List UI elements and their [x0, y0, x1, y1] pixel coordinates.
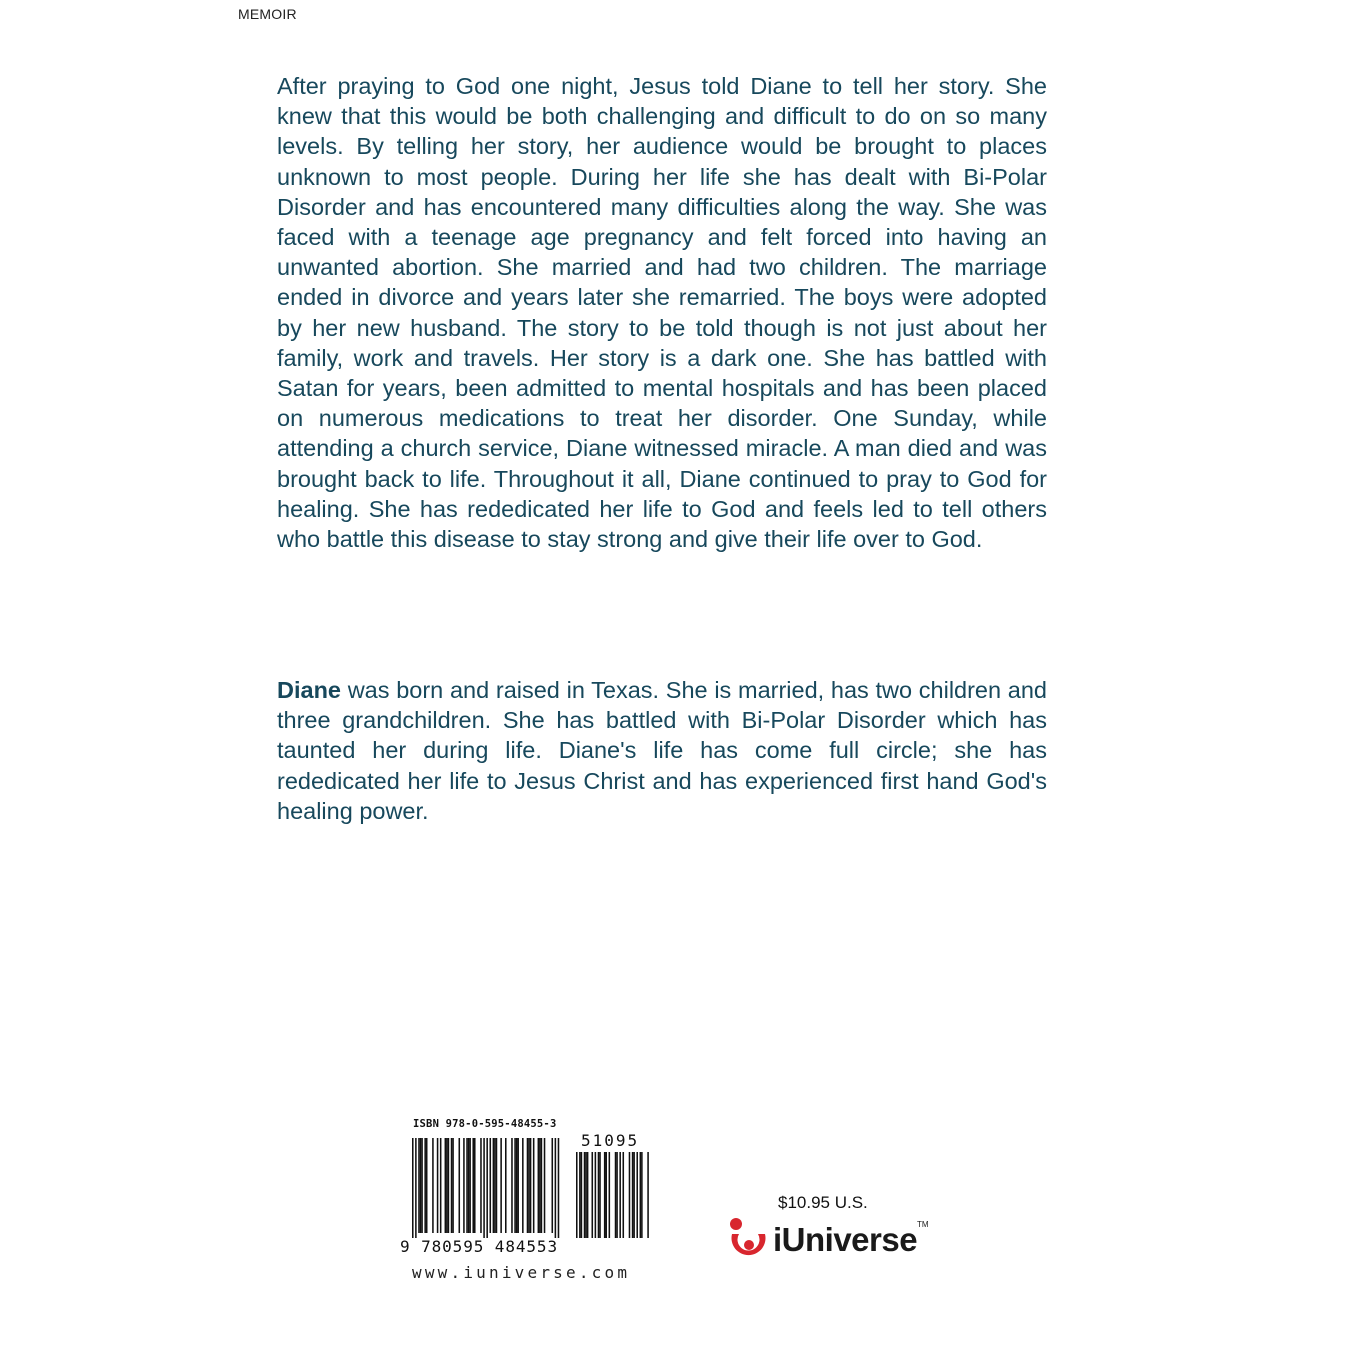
barcode-bar: [424, 1138, 426, 1233]
barcode-bar: [493, 1138, 495, 1233]
barcode-bar: [511, 1138, 513, 1233]
addon-barcode-bar: [632, 1152, 634, 1238]
barcode-bar: [552, 1138, 554, 1233]
barcode-bar: [490, 1138, 492, 1233]
ean-digits: 9 780595 484553: [400, 1237, 558, 1256]
addon-barcode-bar: [587, 1152, 589, 1238]
barcode-bar: [544, 1138, 546, 1233]
barcode-bar: [539, 1138, 541, 1233]
price-label: $10.95 U.S.: [778, 1193, 868, 1212]
category-label: MEMOIR: [238, 6, 297, 22]
trademark-mark: TM: [917, 1220, 929, 1229]
barcode-bar: [440, 1138, 442, 1233]
barcode-bar: [541, 1138, 543, 1233]
addon-barcode-bar: [604, 1152, 606, 1238]
barcode-bar: [426, 1138, 428, 1233]
addon-barcode-bar: [579, 1152, 581, 1238]
barcode-bar: [432, 1138, 434, 1233]
addon-barcode-bar: [647, 1152, 649, 1238]
barcode-bar: [437, 1138, 439, 1233]
barcode-bar: [500, 1138, 502, 1233]
addon-barcode-bar: [636, 1152, 638, 1238]
barcode-bar: [530, 1138, 532, 1233]
barcode-bar: [415, 1138, 417, 1238]
barcode-bar: [421, 1138, 423, 1233]
addon-barcode-bar: [640, 1152, 642, 1238]
author-bio-text: was born and raised in Texas. She is married, has two children and three grandchildren. She has battled with Bi-Polar Disorder which has taunted her during life. Diane's life has come full circle; she has rededicated her life to Jesus Christ and has experienced first hand God's healing power.: [277, 677, 1047, 824]
addon-barcode-bar: [633, 1152, 635, 1238]
addon-barcode-bar: [623, 1152, 625, 1238]
publisher-logo: [727, 1214, 947, 1266]
addon-barcode-bar: [584, 1152, 586, 1238]
addon-barcode-bar: [595, 1152, 597, 1238]
addon-barcode-bar: [599, 1152, 601, 1238]
isbn-label: ISBN 978-0-595-48455-3: [413, 1118, 557, 1130]
barcode-bar: [558, 1138, 560, 1238]
barcode-bar: [494, 1138, 496, 1233]
barcode-bar: [418, 1138, 420, 1233]
iuniverse-logo-icon: [727, 1216, 771, 1264]
barcode-bar: [452, 1138, 454, 1233]
barcode-bar: [420, 1138, 422, 1233]
addon-barcode-bar: [592, 1152, 594, 1238]
publisher-website: www.iuniverse.com: [412, 1263, 631, 1282]
price-code-label: 51095: [581, 1131, 640, 1150]
barcode-bar: [451, 1138, 453, 1233]
synopsis-paragraph: After praying to God one night, Jesus told Diane to tell her story. She knew that this would be both challenging and difficult to do on so many levels. By telling her story, her audience would be brought to places unknown to most people. During her life she has dealt with Bi-Polar Disorder and has encountered many difficulties along the way. She was faced with a teenage age pregnancy and felt forced into having an unwanted abortion. She married and had two children. The marriage ended in divorce and years later she remarried. The boys were adopted by her new husband. The story to be told though is not just about her family, work and travels. Her story is a dark one. She has battled with Satan for years, been admitted to mental hospitals and has been placed on numerous medications to treat her disorder. One Sunday, while attending a church service, Diane witnessed miracle. A man died and was brought back to life. Throughout it all, Diane continued to pray to God for healing. She has rededicated her life to God and feels led to tell others who battle this disease to stay strong and give their life over to God.: [277, 73, 1047, 553]
barcode-bar: [496, 1138, 498, 1233]
barcode-bar: [469, 1138, 471, 1233]
barcode-bar: [472, 1138, 474, 1233]
addon-barcode-bar: [581, 1152, 583, 1238]
addon-barcode-bar: [609, 1152, 611, 1238]
addon-barcode-bar: [641, 1152, 643, 1238]
barcode-bar: [463, 1138, 465, 1233]
addon-barcode-bar: [598, 1152, 600, 1238]
addon-barcode-bar: [629, 1152, 631, 1238]
barcode-bar: [505, 1138, 507, 1233]
author-bio-paragraph: [277, 675, 1047, 826]
barcode-bar: [516, 1138, 518, 1233]
author-name: Diane: [277, 677, 341, 703]
barcode-bar: [445, 1138, 447, 1233]
barcode-bar: [412, 1138, 414, 1238]
barcode-bar: [474, 1138, 476, 1233]
addon-barcode-bar: [615, 1152, 617, 1238]
barcode-bar: [555, 1138, 557, 1238]
barcode-bar: [522, 1138, 524, 1233]
addon-barcode-bar: [585, 1152, 587, 1238]
addon-barcode-bar: [616, 1152, 618, 1238]
barcode-bar: [538, 1138, 540, 1233]
addon-barcode-bar: [605, 1152, 607, 1238]
barcode-bar: [483, 1138, 485, 1238]
addon-barcode-bar: [576, 1152, 578, 1238]
barcode-bar: [514, 1138, 516, 1233]
barcode-bar: [466, 1138, 468, 1233]
barcode-bar: [448, 1138, 450, 1233]
barcode-bar: [446, 1138, 448, 1233]
addon-barcode-bar: [619, 1152, 621, 1238]
barcode-bar: [468, 1138, 470, 1233]
barcode-bar: [486, 1138, 488, 1238]
publisher-name: iUniverse: [773, 1221, 918, 1258]
barcode-bar: [517, 1138, 519, 1233]
barcode-bar: [533, 1138, 535, 1233]
barcode-bar: [528, 1138, 530, 1233]
barcode-bars: [398, 1138, 658, 1238]
barcode-bar: [480, 1138, 482, 1233]
barcode-bar: [459, 1138, 461, 1233]
barcode-bar: [527, 1138, 529, 1233]
